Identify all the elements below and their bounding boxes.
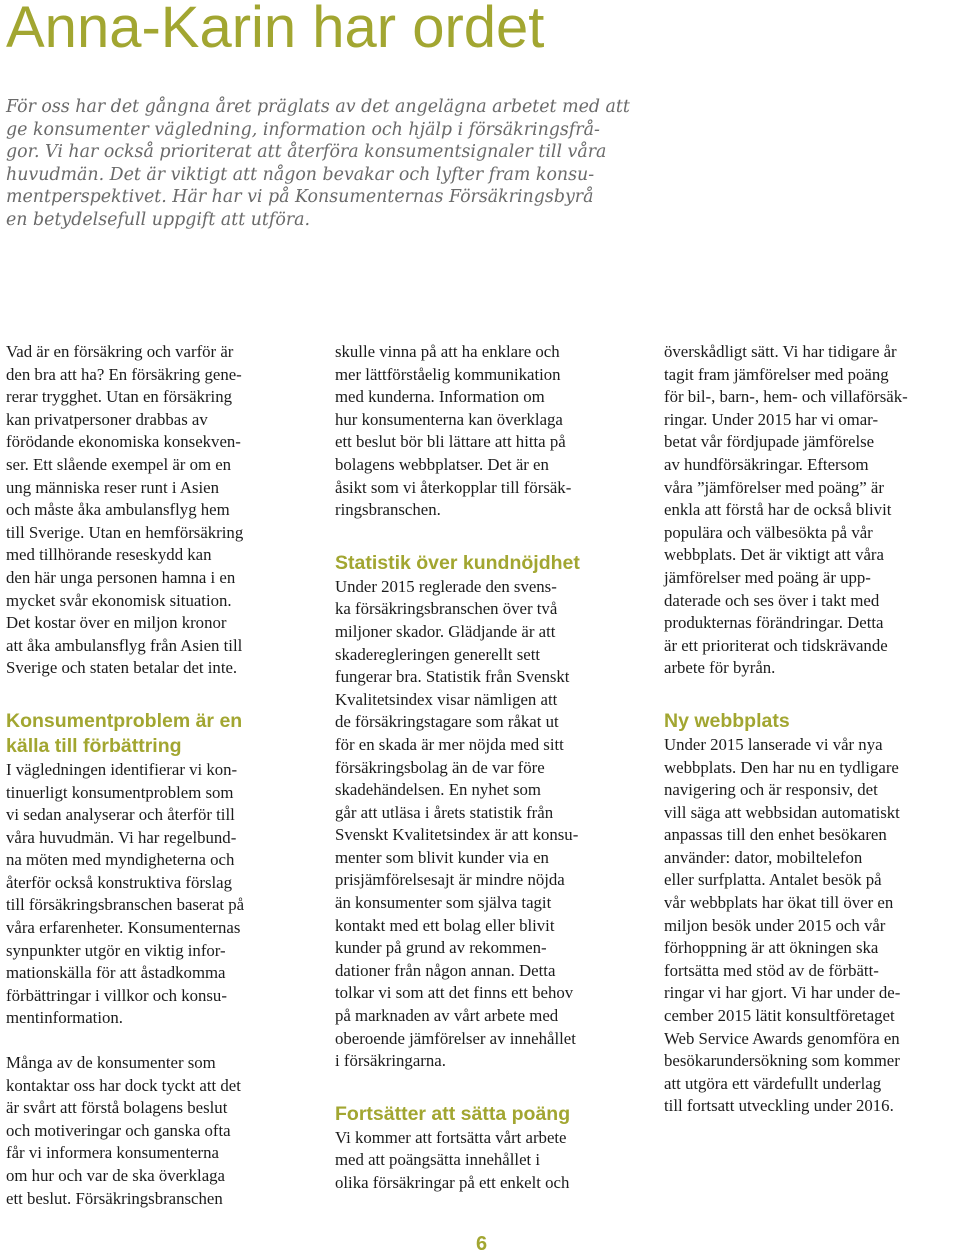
text-line: menter som blivit kunder via en: [335, 847, 549, 867]
text-line: kunder på grund av rekommen-: [335, 938, 547, 958]
text-line: anpassas till den enhet besökaren: [664, 825, 887, 845]
text-line: våra ”jämförelser med poäng” är: [664, 477, 884, 497]
text-line: Vad är en försäkring och varför är: [6, 342, 234, 361]
text-line: åsikt som vi återkopplar till försäk-: [335, 477, 572, 497]
text-line: överskådligt sätt. Vi har tidigare år: [664, 342, 897, 361]
column-right: [664, 341, 960, 1118]
text-line: de försäkringstagare som råkat ut: [335, 712, 559, 732]
text-line: mer lättförståelig kommunikation: [335, 364, 561, 384]
column-left: [6, 341, 306, 1210]
text-line: webbplats. Den har nu en tydligare: [664, 757, 899, 777]
intro-paragraph: [6, 96, 636, 232]
text-line: enkla att förstå har de också blivit: [664, 500, 892, 520]
text-line: jämförelser med poäng är upp-: [664, 567, 871, 587]
text-line: ka försäkringsbranschen över två: [335, 599, 558, 619]
text-line: fortsätta med stöd av de förbätt-: [664, 960, 879, 980]
text-line: arbete för byrån.: [664, 658, 776, 678]
section-heading: Konsumentproblem är en: [6, 709, 243, 732]
text-line: att åka ambulansflyg från Asien till: [6, 635, 243, 655]
text-line: till försäkringsbranschen baserat på: [6, 895, 245, 915]
text-line: Under 2015 lanserade vi vår nya: [664, 734, 883, 754]
text-line: till fortsatt utveckling under 2016.: [664, 1096, 894, 1116]
text-line: är svårt att förstå bolagens beslut: [6, 1098, 228, 1118]
text-line: ser. Ett slående exempel är om en: [6, 454, 232, 474]
paragraph: [335, 576, 635, 1073]
text-line: bolagens webbplatser. Det är en: [335, 454, 549, 474]
text-line: na möten med myndigheterna och: [6, 850, 235, 870]
text-line: tagit fram jämförelser med poäng: [664, 364, 889, 384]
text-line: våra erfarenheter. Konsumenternas: [6, 918, 241, 938]
column-middle: [335, 341, 635, 1195]
text-line: våra huvudmän. Vi har regelbund-: [6, 827, 237, 847]
text-line: miljoner skador. Glädjande är att: [335, 621, 556, 641]
paragraph: [335, 341, 635, 522]
text-line: miljon besök under 2015 och vår: [664, 915, 886, 935]
text-line: ringar. Under 2015 har vi omar-: [664, 409, 879, 429]
text-line: den här unga personen hamna i en: [6, 567, 236, 587]
text-line: webbplats. Det är viktigt att våra: [664, 545, 884, 565]
text-line: ringar vi har gjort. Vi har under de-: [664, 983, 901, 1003]
text-line: förbättringar i villkor och konsu-: [6, 985, 227, 1005]
text-line: ringsbranschen.: [335, 500, 441, 520]
text-line: till Sverige. Utan en hemförsäkring: [6, 522, 244, 542]
text-line: med tillhörande reseskydd kan: [6, 545, 212, 565]
text-line: prisjämförelsesajt är mindre nöjda: [335, 870, 565, 890]
text-line: Svenskt Kvalitetsindex är att konsu-: [335, 825, 579, 845]
text-line: tolkar vi som att det finns ett behov: [335, 983, 574, 1003]
text-line: med att poängsätta innehållet i: [335, 1150, 541, 1170]
text-line: och måste åka ambulansflyg hem: [6, 500, 230, 520]
text-line: synpunkter utgör en viktig infor-: [6, 940, 226, 960]
paragraph: [664, 734, 960, 1118]
text-line: kan privatpersoner drabbas av: [6, 409, 208, 429]
text-line: i försäkringarna.: [335, 1051, 446, 1071]
intro-line: huvudmän. Det är viktigt att någon bevakar och lyfter fram konsu-: [6, 164, 595, 185]
text-line: Under 2015 reglerade den svens-: [335, 576, 557, 596]
text-line: använder: dator, mobiltelefon: [664, 847, 863, 867]
text-line: populära och välbesökta på vår: [664, 522, 873, 542]
text-line: navigering och är responsiv, det: [664, 780, 878, 800]
text-line: kontakt med ett bolag eller blivit: [335, 915, 555, 935]
text-line: rerar trygghet. Utan en försäkring: [6, 387, 232, 407]
text-line: oberoende jämförelser av innehållet: [335, 1028, 576, 1048]
paragraph: [664, 341, 960, 680]
text-line: fungerar bra. Statistik från Svenskt: [335, 667, 570, 687]
text-line: Web Service Awards genomföra en: [664, 1028, 900, 1048]
text-line: ett beslut. Försäkringsbranschen: [6, 1188, 223, 1208]
intro-line: gor. Vi har också prioriterat att återföra konsumentsignaler till våra: [6, 142, 607, 163]
section-heading: Fortsätter att sätta poäng: [335, 1102, 571, 1125]
text-line: Vi kommer att fortsätta vårt arbete: [335, 1127, 567, 1147]
paragraph: [6, 759, 306, 1030]
paragraph: [6, 1052, 306, 1210]
text-line: Sverige och staten betalar det inte.: [6, 658, 238, 678]
text-line: att utgöra ett värdefullt underlag: [664, 1073, 882, 1093]
text-line: än konsumenter som själva tagit: [335, 893, 552, 913]
text-line: förhoppning är att ökningen ska: [664, 938, 879, 958]
intro-line: mentperspektivet. Här har vi på Konsumenternas Försäkringsbyrå: [6, 187, 594, 208]
intro-line: en betydelsefull uppgift att utföra.: [6, 209, 311, 230]
section-heading: Ny webbplats: [664, 709, 790, 732]
page-title: Anna-Karin har ordet: [6, 0, 545, 60]
text-line: den bra att ha? En försäkring gene-: [6, 364, 242, 384]
text-line: eller surfplatta. Antalet besök på: [664, 870, 882, 890]
text-line: mycket svår ekonomisk situation.: [6, 590, 232, 610]
text-line: betat vår fördjupade jämförelse: [664, 432, 875, 452]
text-line: skadehändelsen. En nyhet som: [335, 780, 541, 800]
paragraph: [335, 1127, 635, 1195]
text-line: på marknaden av vårt arbete med: [335, 1006, 559, 1026]
text-line: och motiveringar och ganska ofta: [6, 1120, 231, 1140]
text-line: får vi informera konsumenterna: [6, 1143, 219, 1163]
text-line: ung människa reser runt i Asien: [6, 477, 219, 497]
text-line: vi sedan analyserar och återför till: [6, 805, 235, 825]
text-line: olika försäkringar på ett enkelt och: [335, 1173, 570, 1192]
text-line: för en skada är mer nöjda med sitt: [335, 734, 564, 754]
text-line: för bil-, barn-, hem- och villaförsäk-: [664, 387, 908, 407]
text-line: med kunderna. Information om: [335, 387, 545, 407]
text-line: mentinformation.: [6, 1008, 123, 1028]
page-number: 6: [476, 1233, 488, 1255]
text-line: hur konsumenterna kan överklaga: [335, 409, 563, 429]
text-line: vill säga att webbsidan automatiskt: [664, 802, 900, 822]
text-line: cember 2015 lätit konsultföretaget: [664, 1006, 895, 1026]
text-line: Kvalitetsindex visar nämligen att: [335, 689, 558, 709]
text-line: Det kostar över en miljon kronor: [6, 613, 227, 633]
section-heading: källa till förbättring: [6, 734, 182, 757]
text-line: återför också konstruktiva förslag: [6, 872, 233, 892]
intro-line: För oss har det gångna året präglats av det angelägna arbetet med att: [6, 97, 630, 117]
intro-line: ge konsumenter vägledning, information och hjälp i försäkringsfrå-: [6, 119, 600, 140]
text-line: mationskälla för att åstadkomma: [6, 963, 226, 983]
text-line: om hur och var de ska överklaga: [6, 1166, 226, 1185]
section-heading: Statistik över kundnöjdhet: [335, 551, 580, 574]
text-line: Många av de konsumenter som: [6, 1053, 216, 1073]
text-line: skaderegleringen generellt sett: [335, 644, 541, 664]
text-line: tinuerligt konsumentproblem som: [6, 782, 234, 802]
paragraph: [6, 341, 306, 680]
text-line: går att utläsa i årets statistik från: [335, 802, 554, 822]
text-line: vår webbplats har ökat till över en: [664, 893, 894, 913]
text-line: besökarundersökning som kommer: [664, 1051, 900, 1071]
text-line: försäkringsbolag än de var före: [335, 757, 545, 777]
text-line: skulle vinna på att ha enklare och: [335, 342, 560, 361]
text-line: dationer från någon annan. Detta: [335, 960, 556, 980]
text-line: ett beslut bör bli lättare att hitta på: [335, 432, 566, 452]
text-line: av hundförsäkringar. Eftersom: [664, 454, 869, 474]
text-line: kontaktar oss har dock tyckt att det: [6, 1075, 241, 1095]
text-line: förödande ekonomiska konsekven-: [6, 432, 241, 452]
text-line: daterade och ses över i takt med: [664, 590, 880, 610]
text-line: produkternas förändringar. Detta: [664, 613, 884, 633]
text-line: är ett prioriterat och tidskrävande: [664, 635, 888, 655]
text-line: I vägledningen identifierar vi kon-: [6, 759, 238, 779]
